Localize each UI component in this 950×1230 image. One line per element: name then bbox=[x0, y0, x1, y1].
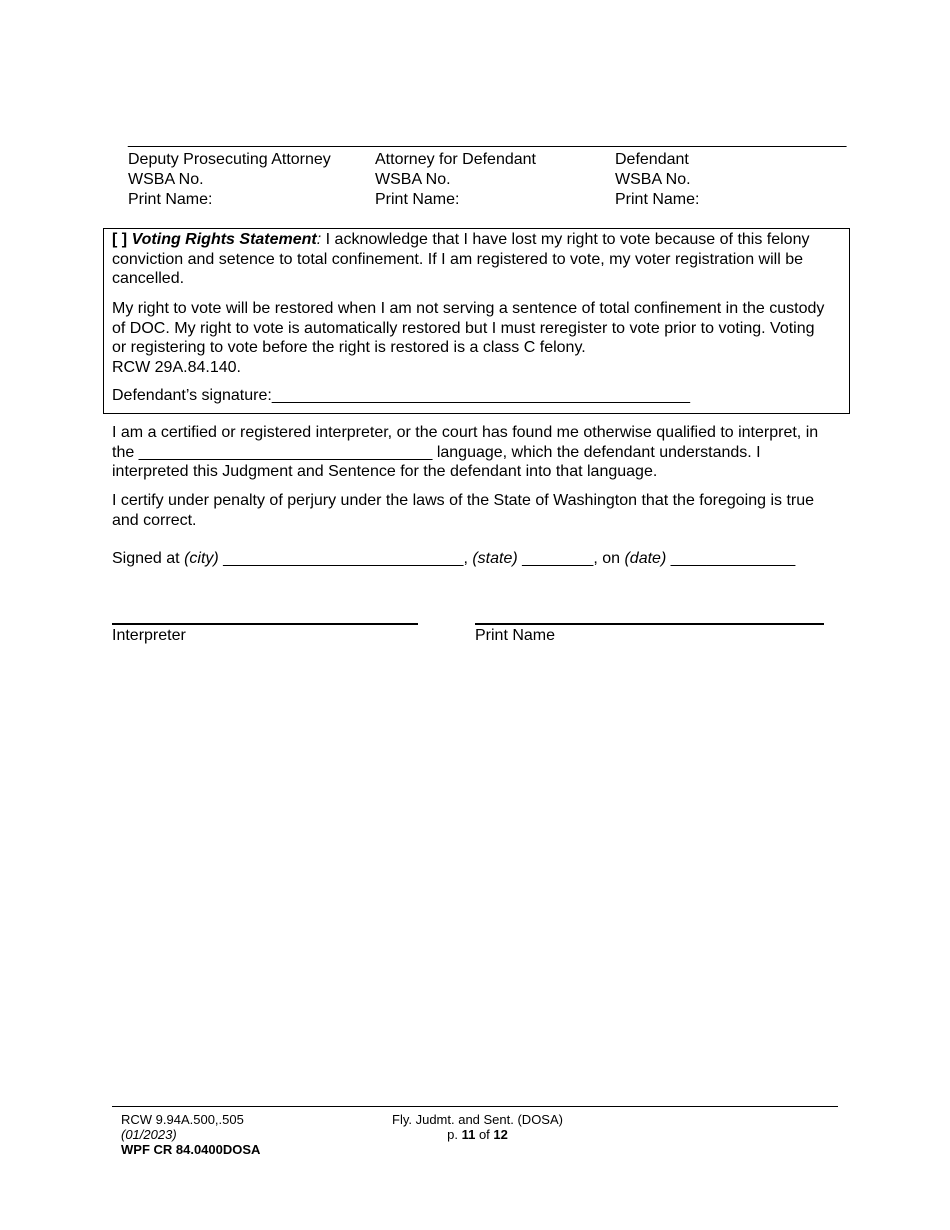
state-label: (state) bbox=[472, 550, 518, 567]
interpreter-signature-rule[interactable] bbox=[112, 623, 418, 625]
signed-at-label: Signed at bbox=[112, 550, 180, 567]
wsba-label: WSBA No. bbox=[615, 171, 691, 188]
state-blank[interactable]: ________ bbox=[522, 550, 594, 567]
signed-at-line bbox=[112, 549, 842, 569]
defendant-signature-blank[interactable]: _______________________________________________ bbox=[271, 387, 691, 404]
signature-line: ____________________________ bbox=[128, 131, 378, 148]
voting-rcw: RCW 29A.84.140. bbox=[112, 358, 241, 376]
comma: , bbox=[463, 550, 468, 567]
voting-heading-colon: : bbox=[316, 231, 322, 248]
voting-restore-paragraph bbox=[112, 299, 830, 377]
date-label: (date) bbox=[624, 550, 667, 567]
signature-line: ___________________________ bbox=[375, 131, 616, 148]
language-blank[interactable]: _________________________________ bbox=[138, 443, 433, 461]
wsba-label: WSBA No. bbox=[128, 171, 204, 188]
print-name-label: Print Name: bbox=[128, 191, 213, 208]
footer-form-number: WPF CR 84.0400DOSA bbox=[121, 1142, 261, 1157]
page-of: of bbox=[478, 1127, 490, 1142]
print-name-rule[interactable] bbox=[475, 623, 824, 625]
footer-title: Fly. Judmt. and Sent. (DOSA) bbox=[392, 1112, 563, 1127]
defense-attorney-title: Attorney for Defendant bbox=[375, 151, 536, 168]
city-blank[interactable]: ___________________________ bbox=[223, 550, 464, 567]
signature-block-defendant bbox=[615, 130, 846, 210]
voting-text-2: My right to vote will be restored when I am not serving a sentence of total confinement in the custody of DOC. My right to vote is automatically restored but I must reregister to vote prior to voting. Voting or registering to vote before the right is restored is a class C felony. bbox=[112, 300, 825, 356]
interpreter-label: Interpreter bbox=[112, 627, 186, 644]
footer-rcw: RCW 9.94A.500,.505 bbox=[121, 1112, 244, 1127]
print-name-label: Print Name: bbox=[615, 191, 700, 208]
signature-line: __________________________ bbox=[615, 131, 847, 148]
perjury-certification bbox=[112, 491, 832, 530]
page-total: 12 bbox=[493, 1127, 508, 1142]
city-label: (city) bbox=[184, 550, 219, 567]
interpreter-text-a: I am a certified or registered interpreter, or the court has found me otherwise qualified to interpret, in the bbox=[112, 424, 819, 461]
footer-center bbox=[370, 1112, 585, 1142]
on-label: , on bbox=[593, 550, 621, 567]
voting-text-1: I acknowledge that I have lost my right to vote because of this felony conviction and setence to total confinement. If I am registered to vote, my voter registration will be cancelled. bbox=[112, 231, 810, 287]
defendant-title: Defendant bbox=[615, 151, 689, 168]
voting-heading: Voting Rights Statement bbox=[131, 231, 317, 248]
voting-rights-paragraph bbox=[112, 230, 830, 289]
defendant-signature-label: Defendant’s signature: bbox=[112, 387, 272, 404]
defendant-signature-line bbox=[112, 386, 842, 406]
page-current: 11 bbox=[461, 1127, 476, 1142]
print-name-label: Print Name bbox=[475, 627, 556, 644]
page-prefix: p. bbox=[447, 1127, 458, 1142]
date-blank[interactable]: ______________ bbox=[670, 550, 796, 567]
voting-checkbox[interactable]: [ ] bbox=[112, 231, 128, 248]
wsba-label: WSBA No. bbox=[375, 171, 451, 188]
print-name-label: Print Name: bbox=[375, 191, 460, 208]
footer-page-number bbox=[370, 1127, 585, 1142]
perjury-text: I certify under penalty of perjury under the laws of the State of Washington that the foregoing is true and correct. bbox=[112, 492, 815, 529]
footer-divider bbox=[112, 1106, 838, 1107]
interpreter-statement bbox=[112, 423, 832, 482]
signature-block-prosecutor bbox=[128, 130, 377, 210]
interpreter-text-b: language, which the defendant understands. I interpreted this Judgment and Sentence for the defendant into that language. bbox=[112, 443, 761, 480]
footer-left bbox=[121, 1112, 260, 1157]
footer-date-code: (01/2023) bbox=[121, 1127, 177, 1142]
signature-block-defense-attorney bbox=[375, 130, 615, 210]
prosecutor-title: Deputy Prosecuting Attorney bbox=[128, 151, 331, 168]
